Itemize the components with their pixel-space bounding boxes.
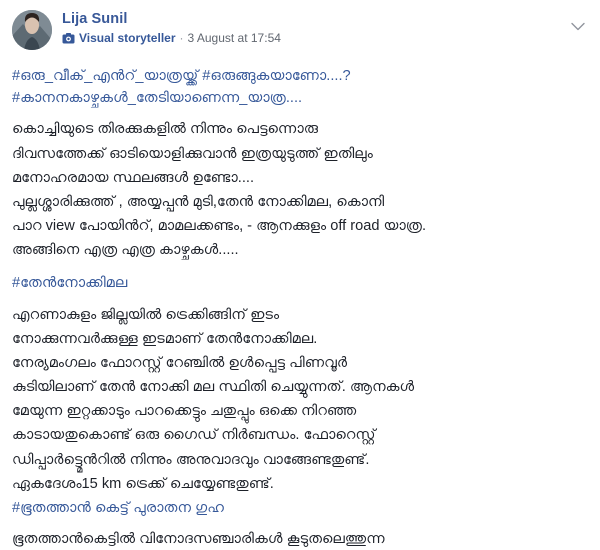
post-line-spacer — [12, 263, 588, 272]
avatar[interactable] — [12, 10, 52, 50]
post-header — [12, 10, 588, 58]
post-text-line: നോക്കുന്നവർക്കുള്ള ഇടമാണ് തേൻനോക്കിമല. — [12, 330, 318, 347]
post-line-spacer — [12, 109, 588, 118]
post-text-line: പുല്ലശ്ശാരിക്കുത്ത് , അയ്യപ്പൻ മുടി,തേൻ നോക്കിമല, കൊനി — [12, 193, 385, 210]
post-text-line: കൊച്ചിയുടെ തിരക്കുകളിൽ നിന്നും പെട്ടന്നൊരു — [12, 121, 319, 138]
post-text-line: കുടിയിലാണ് തേൻ നോക്കി മല സ്ഥിതി ചെയ്യുന്നത്. ആനകൾ — [12, 379, 415, 396]
post-header-text — [62, 10, 281, 45]
meta-separator: · — [179, 31, 184, 45]
post-author-name[interactable]: Lija Sunil — [62, 11, 128, 27]
post-badge-label: Visual storyteller — [79, 31, 176, 45]
post-body — [12, 65, 588, 550]
post-line-spacer — [12, 295, 588, 304]
post-text-line: എറണാകുളം ജില്ലയിൽ ട്രെക്കിങ്ങിന് ഇടം — [12, 306, 280, 323]
post-text-line: ഏകദേശം15 km ട്രെക്ക് ചെയ്യേണ്ടതുണ്ട്. — [12, 475, 274, 492]
post-text-line: മേയുന്ന ഇറ്റക്കാടും പാറക്കെട്ടും ചതുപ്പും ഒക്കെ നിറഞ്ഞ — [12, 403, 357, 420]
post-text-line: അങ്ങിനെ എത്ര എത്ര കാഴ്ചകൾ..... — [12, 242, 239, 259]
post-hashtag-line[interactable]: #ഭൂതത്താൻ കെട്ട് പുരാതന ഗുഹ — [12, 499, 224, 516]
post-text-line: നേര്യമംഗലം ഫോറസ്റ്റ് റേഞ്ചിൽ ഉൾപ്പെട്ട പിണവൂർ — [12, 354, 348, 371]
post-hashtag-line[interactable]: #തേൻനോക്കിമല — [12, 275, 128, 292]
chevron-down-icon[interactable] — [568, 16, 588, 36]
post-line-spacer — [12, 519, 588, 528]
post-hashtag-line[interactable]: #കാനനകാഴ്ചകൾ_തേടിയാണെന്ന_യാത്ര.... — [12, 90, 303, 107]
post-text-line: ഡിപ്പാർട്ട്മെൻറിൽ നിന്നും അനുവാദവും വാങ്ങേണ്ടതുണ്ട്. — [12, 451, 370, 468]
post-meta — [62, 31, 281, 45]
post-text-line: മനോഹരമായ സ്ഥലങ്ങൾ ഉണ്ടോ.... — [12, 169, 254, 186]
visual-storyteller-icon — [62, 32, 75, 45]
post-text-line: പാറ view പോയിൻറ്, മാമലക്കണ്ടം, - ആനക്കുളം off road യാത്ര. — [12, 218, 427, 235]
post-hashtag-line[interactable]: #ഒരു_വീക്_എൻറ്_യാത്രയ്ക്ക് #ഒരുങ്ങുകയാണോ....? — [12, 68, 351, 84]
post-text-line: ദിവസത്തേക്ക് ഓടിയൊളിക്കുവാൻ ഇത്രയുടുത്ത് ഇതിലും — [12, 145, 373, 162]
post-text-line: ഭൂതത്താൻകെട്ടിൽ വിനോദസഞ്ചാരികൾ കൂടുതലെത്തുന്ന — [12, 531, 385, 548]
post-timestamp[interactable]: 3 August at 17:54 — [187, 31, 281, 45]
post-text-line: കാടായതുകൊണ്ട് ഒരു ഗൈഡ് നിർബന്ധം. ഫോറെസ്റ്റ് — [12, 427, 376, 444]
